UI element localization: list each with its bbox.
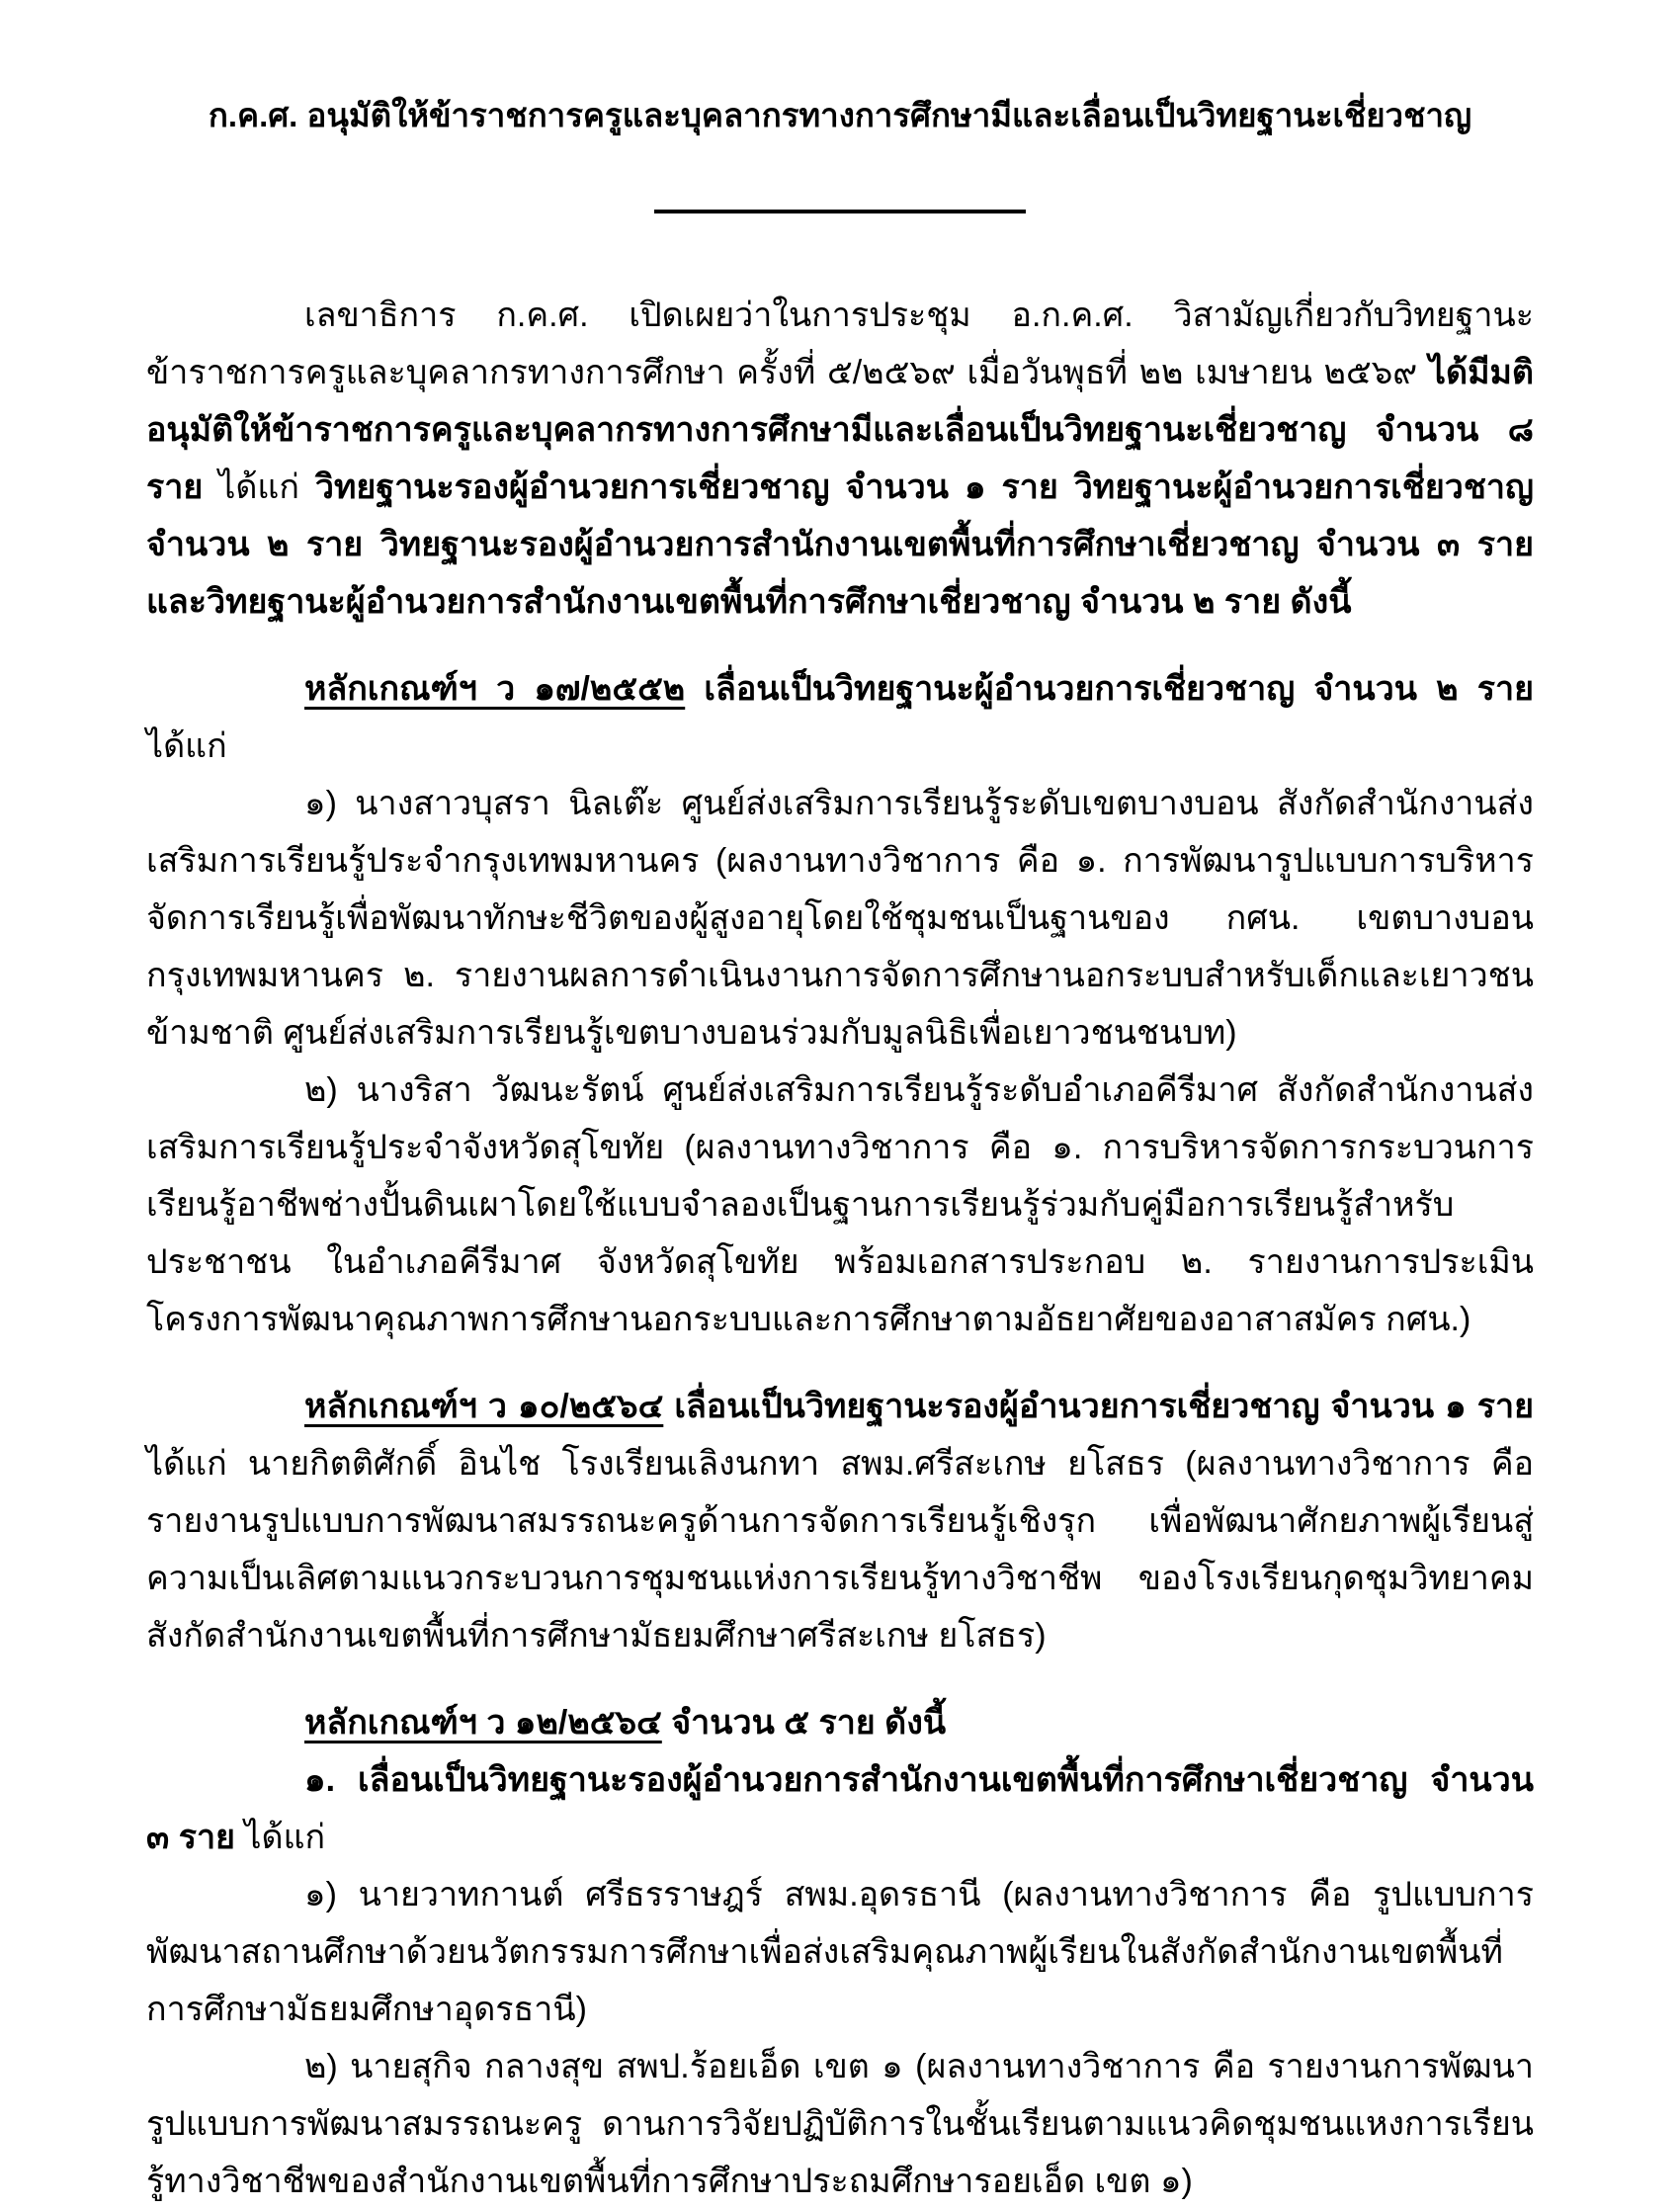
paragraph (146, 287, 1534, 631)
text-run: วิทยฐานะรองผู้อำนวยการเชี่ยวชาญ จำนวน ๑ ราย วิทยฐานะผู้อำนวยการเชี่ยวชาญ จำนวน ๒ ราย วิทยฐานะรองผู้อำนวยการสำนักงานเขตพื้นที่การศึกษาเชี่ยวชาญ จำนวน ๓ ราย และวิทยฐานะผู้อำนวยการสำนักงานเขตพื้นที่การศึกษาเชี่ยวชาญ จำนวน ๒ ราย ดังนี้ (146, 468, 1534, 621)
text-run: หลักเกณฑ์ฯ ว ๑๒/๒๕๖๔ (304, 1704, 662, 1742)
text-run: เลื่อนเป็นวิทยฐานะรองผู้อำนวยการเชี่ยวชาญ จำนวน ๑ ราย (663, 1388, 1535, 1425)
list-item (146, 1866, 1534, 2038)
text-run: หลักเกณฑ์ฯ ว ๑๐/๒๕๖๔ (304, 1388, 664, 1425)
text-run: ได้แก่ (244, 1819, 326, 1856)
title-divider (654, 210, 1026, 213)
text-run: ได้มีมติอนุมัติให้ข้าราชการครูและบุคลากรทางการศึกษามีและเลื่อนเป็นวิทยฐานะเชี่ยวชาญ จำนวน ๘ ราย (146, 354, 1534, 506)
text-run: เลขาธิการ ก.ค.ศ. เปิดเผยว่าในการประชุม อ.ก.ค.ศ. วิสามัญเกี่ยวกับวิทยฐานะข้าราชการครูและบุคลากรทางการศึกษา ครั้งที่ ๕/๒๕๖๙ เมื่อวันพุธที่ ๒๒ เมษายน ๒๕๖๙ (146, 297, 1534, 391)
document-title: ก.ค.ศ. อนุมัติให้ข้าราชการครูและบุคลากรทางการศึกษามีและเลื่อนเป็นวิทยฐานะเชี่ยวชาญ (208, 97, 1472, 133)
sub-heading (146, 1751, 1534, 1866)
text-run: ๒) นางริสา วัฒนะรัตน์ ศูนย์ส่งเสริมการเรียนรู้ระดับอำเภอคีรีมาศ สังกัดสำนักงานส่งเสริมการเรียนรู้ประจำจังหวัดสุโขทัย (ผลงานทางวิชาการ คือ ๑. การบริหารจัดการกระบวนการเรียนรู้อาชีพช่างปั้นดินเผาโดยใช้แบบจำลองเป็นฐานการเรียนรู้ร่วมกับคู่มือการเรียนรู้สำหรับประชาชน ในอำเภอคีรีมาศ จังหวัดสุโขทัย พร้อมเอกสารประกอบ ๒. รายงานการประเมินโครงการพัฒนาคุณภาพการศึกษานอกระบบและการศึกษาตามอัธยาศัยของอาสาสมัคร กศน.) (146, 1071, 1534, 1338)
text-run: ๑) นางสาวบุสรา นิลเต๊ะ ศูนย์ส่งเสริมการเรียนรู้ระดับเขตบางบอน สังกัดสำนักงานส่งเสริมการเรียนรู้ประจำกรุงเทพมหานคร (ผลงานทางวิชาการ คือ ๑. การพัฒนารูปแบบการบริหารจัดการเรียนรู้เพื่อพัฒนาทักษะชีวิตของผู้สูงอายุโดยใช้ชุมชนเป็นฐานของ กศน. เขตบางบอน กรุงเทพมหานคร ๒. รายงานผลการดำเนินงานการจัดการศึกษานอกระบบสำหรับเด็กและเยาวชนข้ามชาติ ศูนย์ส่งเสริมการเรียนรู้เขตบางบอนร่วมกับมูลนิธิเพื่อเยาวชนชนบท) (146, 785, 1534, 1052)
text-run: หลักเกณฑ์ฯ ว ๑๗/๒๕๕๒ (304, 670, 686, 708)
text-run: ๑. เลื่อนเป็นวิทยฐานะรองผู้อำนวยการสำนักงานเขตพื้นที่การศึกษาเชี่ยวชาญ จำนวน ๓ ราย (146, 1761, 1534, 1856)
text-run: เลื่อนเป็นวิทยฐานะผู้อำนวยการเชี่ยวชาญ จำนวน ๒ ราย (685, 670, 1534, 708)
list-item (146, 2038, 1534, 2210)
document-body (146, 287, 1534, 2210)
text-run: ๑) นายวาทกานต์ ศรีธรราษฎร์ สพม.อุดรธานี (ผลงานทางวิชาการ คือ รูปแบบการพัฒนาสถานศึกษาด้วยนวัตกรรมการศึกษาเพื่อส่งเสริมคุณภาพผู้เรียนในสังกัดสำนักงานเขตพื้นที่การศึกษามัธยมศึกษาอุดรธานี) (146, 1876, 1534, 2028)
text-run: ๒) นายสุกิจ กลางสุข สพป.ร้อยเอ็ด เขต ๑ (ผลงานทางวิชาการ คือ รายงานการพัฒนารูปแบบการพัฒนาสมรรถนะครู ดานการวิจัยปฏิบัติการในชั้นเรียนตามแนวคิดชุมชนแหงการเรียนรู้ทางวิชาชีพของสำนักงานเขตพื้นที่การศึกษาประถมศึกษารอยเอ็ด เขต ๑) (146, 2048, 1534, 2200)
section-heading (146, 1694, 1534, 1751)
text-run: ได้แก่ (146, 727, 227, 765)
text-run: ได้แก่ (218, 468, 315, 506)
text-run: จำนวน ๕ ราย ดังนี้ (661, 1704, 947, 1742)
text-run: ได้แก่ นายกิตติศักดิ์ อินไช โรงเรียนเลิงนกทา สพม.ศรีสะเกษ ยโสธร (ผลงานทางวิชาการ คือ รายงานรูปแบบการพัฒนาสมรรถนะครูด้านการจัดการเรียนรู้เชิงรุก เพื่อพัฒนาศักยภาพผู้เรียนสู่ความเป็นเลิศตามแนวกระบวนการชุมชนแห่งการเรียนรู้ทางวิชาชีพ ของโรงเรียนกุดชุมวิทยาคม สังกัดสำนักงานเขตพื้นที่การศึกษามัธยมศึกษาศรีสะเกษ ยโสธร) (146, 1445, 1534, 1655)
list-item (146, 1062, 1534, 1348)
section-heading (146, 660, 1534, 775)
list-item (146, 775, 1534, 1062)
section-heading (146, 1378, 1534, 1664)
